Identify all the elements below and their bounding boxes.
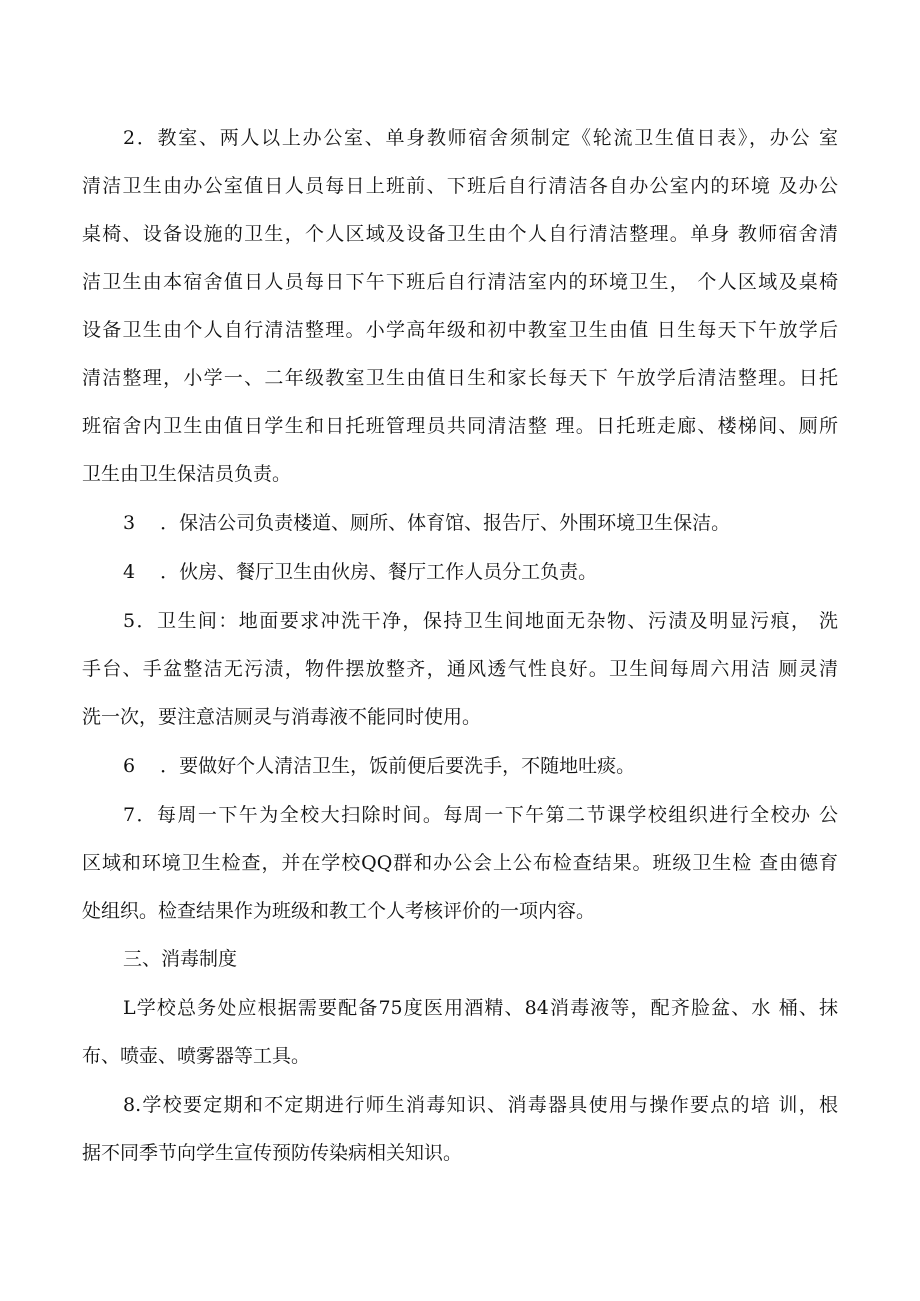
para-2-line-5: 设备卫生由个人自行清洁整理。小学高年级和初中教室卫生由值 日生每天下午放学后 <box>82 319 838 341</box>
para-8-line-2: 据不同季节向学生宣传预防传染病相关知识。 <box>82 1142 463 1164</box>
para-l-line-2: 布、喷壶、喷雾器等工具。 <box>82 1045 311 1067</box>
para-8-line-1: 8.学校要定期和不定期进行师生消毒知识、消毒器具使用与操作要点的培 训，根 <box>123 1094 838 1116</box>
para-2-line-7: 班宿舍内卫生由值日学生和日托班管理员共同清洁整 理。日托班走廊、楼梯间、厕所 <box>82 415 838 437</box>
para-7-line-1: 7．每周一下午为全校大扫除时间。每周一下午第二节课学校组织进行全校办 公 <box>123 804 838 826</box>
para-7-line-2: 区域和环境卫生检查，并在学校QQ群和办公会上公布检查结果。班级卫生检 查由德育 <box>82 852 838 874</box>
para-7-line-3: 处组织。检查结果作为班级和教工个人考核评价的一项内容。 <box>82 900 596 922</box>
para-4: 4 ．伙房、餐厅卫生由伙房、餐厅工作人员分工负责。 <box>123 561 598 583</box>
para-5-line-2: 手台、手盆整洁无污渍，物件摆放整齐，通风透气性良好。卫生间每周六用洁 厕灵清 <box>82 658 838 680</box>
para-l-line-1: L学校总务处应根据需要配备75度医用酒精、84消毒液等，配齐脸盆、水 桶、抹 <box>123 997 838 1019</box>
para-2-line-1: 2．教室、两人以上办公室、单身教师宿舍须制定《轮流卫生值日表》，办公 室 <box>123 127 838 149</box>
section-heading-disinfection: 三、消毒制度 <box>123 948 238 970</box>
para-2-line-2: 清洁卫生由办公室值日人员每日上班前、下班后自行清洁各自办公室内的环境 及办公 <box>82 175 838 197</box>
para-2-line-4: 洁卫生由本宿舍值日人员每日下午下班后自行清洁室内的环境卫生， 个人区域及桌椅 <box>82 271 838 293</box>
para-6: 6 ．要做好个人清洁卫生，饭前便后要洗手，不随地吐痰。 <box>123 755 636 777</box>
para-3: 3 ．保洁公司负责楼道、厕所、体育馆、报告厅、外围环境卫生保洁。 <box>123 512 731 534</box>
para-2-line-6: 清洁整理，小学一、二年级教室卫生由值日生和家长每天下 午放学后清洁整理。日托 <box>82 367 838 389</box>
para-5-line-3: 洗一次，要注意洁厕灵与消毒液不能同时使用。 <box>82 706 482 728</box>
para-2-line-8: 卫生由卫生保洁员负责。 <box>82 463 292 485</box>
para-5-line-1: 5．卫生间：地面要求冲洗干净，保持卫生间地面无杂物、污渍及明显污痕， 洗 <box>123 610 838 632</box>
para-2-line-3: 桌椅、设备设施的卫生，个人区域及设备卫生由个人自行清洁整理。单身 教师宿舍清 <box>82 223 838 245</box>
